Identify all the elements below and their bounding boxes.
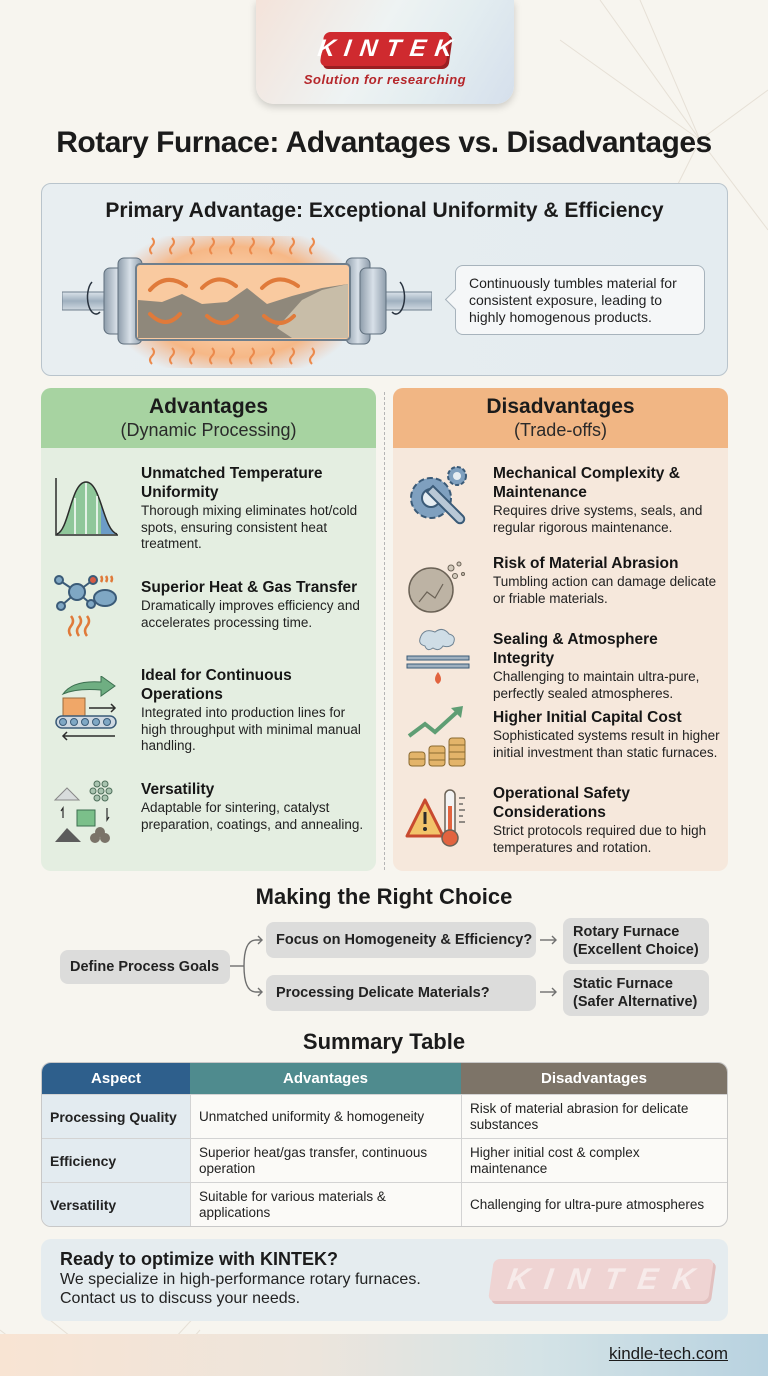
homogeneity-question-node: Focus on Homogeneity & Efficiency? (266, 922, 536, 958)
disadvantages-column (393, 388, 728, 871)
advantages-subtitle: (Dynamic Processing) (120, 420, 297, 440)
watermark-text: KINTEK (505, 1263, 712, 1296)
advantages-title: Advantages (148, 395, 269, 418)
kintek-logo (316, 32, 464, 66)
rotary-furnace-icon (62, 232, 432, 372)
cell-disadvantage: Risk of material abrasion for delicate substances (461, 1094, 727, 1138)
cracked-particle-icon (405, 554, 471, 620)
cta-line2: Contact us to discuss your needs. (60, 1290, 301, 1307)
result-line: Static Furnace (573, 976, 673, 992)
warning-thermometer-icon (405, 784, 471, 850)
advantage-desc: Integrated into production lines for high throughput with minimal manual handling. (141, 705, 361, 753)
website-link[interactable]: kindle-tech.com (608, 1344, 728, 1363)
column-divider (384, 392, 385, 870)
disadvantage-title: Mechanical Complexity & Maintenance (493, 465, 680, 501)
bell-curve-icon (53, 474, 119, 540)
table-row (42, 1094, 727, 1138)
disadvantages-title: Disadvantages (486, 395, 635, 418)
cell-advantage: Superior heat/gas transfer, continuous operation (190, 1138, 461, 1182)
disadvantage-desc: Sophisticated systems result in higher initial investment than static furnaces. (493, 728, 720, 760)
header-disadvantages: Disadvantages (461, 1063, 727, 1094)
table-row (42, 1182, 727, 1226)
cell-disadvantage: Challenging for ultra-pure atmospheres (461, 1182, 727, 1226)
cell-advantage: Unmatched uniformity & homogeneity (190, 1094, 461, 1138)
disadvantage-text (493, 630, 720, 702)
logo-text: KINTEK (316, 35, 464, 62)
rotary-furnace-result-node (563, 918, 709, 964)
header-aspect: Aspect (42, 1063, 190, 1094)
primary-advantage-title: Primary Advantage: Exceptional Uniformity & Efficiency (105, 199, 664, 222)
summary-table (41, 1062, 728, 1227)
disadvantage-title: Operational Safety Considerations (493, 785, 630, 821)
advantage-title: Superior Heat & Gas Transfer (141, 579, 358, 596)
disadvantage-text (493, 554, 720, 607)
kintek-watermark-logo (488, 1259, 714, 1301)
advantage-title: Ideal for Continuous Operations (141, 667, 292, 703)
disadvantage-desc: Tumbling action can damage delicate or friable materials. (493, 574, 717, 606)
result-line: (Excellent Choice) (573, 942, 699, 958)
static-furnace-result-node (563, 970, 709, 1016)
cell-aspect: Versatility (42, 1182, 190, 1226)
cell-aspect: Processing Quality (42, 1094, 190, 1138)
advantages-header (41, 388, 376, 448)
disadvantage-title: Higher Initial Capital Cost (493, 709, 682, 726)
cell-aspect: Efficiency (42, 1138, 190, 1182)
coins-growth-icon (405, 702, 471, 768)
define-goals-node: Define Process Goals (60, 950, 230, 984)
brand-logo-card (256, 0, 514, 104)
header-advantages: Advantages (190, 1063, 461, 1094)
logo-tagline: Solution for researching (303, 72, 467, 87)
delicate-materials-question-node: Processing Delicate Materials? (266, 975, 536, 1011)
result-line: Rotary Furnace (573, 924, 680, 940)
advantage-desc: Adaptable for sintering, catalyst preparation, coatings, and annealing. (141, 800, 364, 832)
page-title: Rotary Furnace: Advantages vs. Disadvantages (56, 126, 712, 159)
advantage-text (141, 464, 368, 553)
disadvantage-text (493, 464, 720, 536)
disadvantage-text (493, 784, 720, 856)
leak-seal-icon (405, 626, 471, 692)
disadvantage-desc: Requires drive systems, seals, and regular rigorous maintenance. (493, 503, 703, 535)
cell-disadvantage: Higher initial cost & complex maintenance (461, 1138, 727, 1182)
cta-heading: Ready to optimize with KINTEK? (60, 1249, 339, 1269)
molecule-heat-icon (53, 572, 119, 638)
primary-advantage-callout: Continuously tumbles material for consistent exposure, leading to highly homogenous products. (455, 265, 705, 335)
disadvantages-subtitle: (Trade-offs) (513, 420, 608, 440)
advantage-title: Unmatched Temperature Uniformity (141, 465, 323, 501)
advantage-text (141, 666, 368, 755)
footer-bar (0, 1334, 768, 1376)
advantage-text (141, 780, 368, 833)
decision-title: Making the Right Choice (255, 884, 513, 909)
result-line: (Safer Alternative) (573, 994, 698, 1010)
disadvantage-desc: Challenging to maintain ultra-pure, perfectly sealed atmospheres. (493, 669, 700, 701)
advantage-title: Versatility (141, 781, 215, 798)
disadvantage-desc: Strict protocols required due to high temperatures and rotation. (493, 823, 707, 855)
conveyor-icon (53, 676, 119, 742)
cta-line1: We specialize in high-performance rotary furnaces. (60, 1271, 421, 1288)
advantages-column (41, 388, 376, 871)
primary-advantage-card (41, 183, 728, 376)
disadvantage-title: Risk of Material Abrasion (493, 555, 679, 572)
disadvantage-title: Sealing & Atmosphere Integrity (493, 631, 658, 667)
cell-advantage: Suitable for various materials & applications (190, 1182, 461, 1226)
disadvantages-header (393, 388, 728, 448)
materials-cycle-icon (53, 780, 119, 846)
advantage-desc: Dramatically improves efficiency and accelerates processing time. (141, 598, 360, 630)
cta-banner (41, 1239, 728, 1321)
table-row (42, 1138, 727, 1182)
advantage-text (141, 578, 368, 631)
advantage-desc: Thorough mixing eliminates hot/cold spots, ensuring consistent heat treatment. (141, 503, 358, 551)
summary-table-title: Summary Table (302, 1029, 466, 1054)
disadvantage-text (493, 708, 720, 761)
table-header-row (42, 1063, 727, 1094)
gear-wrench-icon (405, 464, 471, 530)
